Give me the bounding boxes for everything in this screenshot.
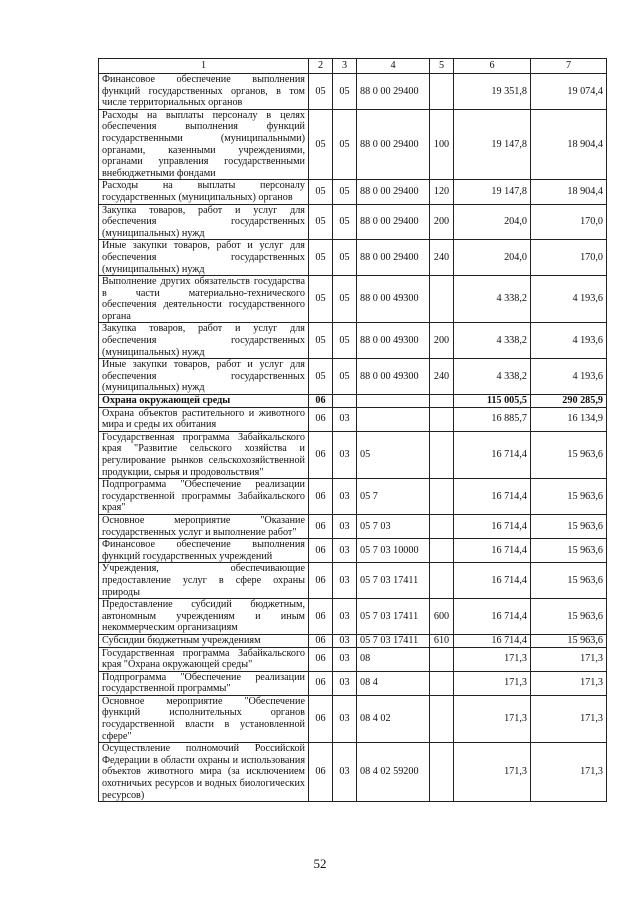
subsection-code-cell: 03 [333, 634, 357, 647]
amount-year2-cell: 290 285,9 [531, 395, 607, 408]
table-header-row [99, 59, 607, 74]
amount-year1-cell: 4 338,2 [454, 323, 531, 359]
budget-table [98, 58, 607, 802]
amount-year2-cell: 171,3 [531, 671, 607, 695]
table-row [99, 431, 607, 478]
amount-year1-cell: 16 885,7 [454, 407, 531, 431]
amount-year1-cell: 16 714,4 [454, 563, 531, 599]
table-row [99, 514, 607, 538]
target-article-cell: 08 4 [357, 671, 430, 695]
subsection-code-cell: 03 [333, 743, 357, 802]
section-code-cell: 06 [309, 743, 333, 802]
subsection-code-cell: 03 [333, 431, 357, 478]
target-article-cell: 05 [357, 431, 430, 478]
amount-year2-cell: 4 193,6 [531, 276, 607, 323]
expense-type-cell [430, 539, 454, 563]
section-code-cell: 06 [309, 647, 333, 671]
target-article-cell: 05 7 03 17411 [357, 563, 430, 599]
amount-year2-cell: 171,3 [531, 695, 607, 742]
expense-type-cell [430, 276, 454, 323]
subsection-code-cell: 03 [333, 514, 357, 538]
expense-type-cell [430, 479, 454, 515]
section-code-cell: 06 [309, 695, 333, 742]
amount-year1-cell: 16 714,4 [454, 479, 531, 515]
page-number: 52 [313, 856, 327, 871]
expense-type-cell [430, 563, 454, 599]
row-name-cell: Основное мероприятие "Оказание государственных услуг и выполнение работ" [99, 514, 309, 538]
amount-year2-cell: 18 904,4 [531, 180, 607, 204]
amount-year2-cell: 15 963,6 [531, 431, 607, 478]
subsection-code-cell: 05 [333, 323, 357, 359]
amount-year2-cell: 15 963,6 [531, 634, 607, 647]
target-article-cell: 88 0 00 49300 [357, 276, 430, 323]
row-name-cell: Финансовое обеспечение выполнения функций государственных учреждений [99, 539, 309, 563]
amount-year1-cell: 171,3 [454, 695, 531, 742]
expense-type-cell: 240 [430, 359, 454, 395]
subsection-code-cell: 03 [333, 563, 357, 599]
column-header: 7 [531, 59, 607, 74]
target-article-cell [357, 395, 430, 408]
subsection-code-cell: 05 [333, 359, 357, 395]
amount-year1-cell: 204,0 [454, 240, 531, 276]
subsection-code-cell: 03 [333, 671, 357, 695]
expense-type-cell [430, 647, 454, 671]
section-code-cell: 05 [309, 204, 333, 240]
subsection-code-cell [333, 395, 357, 408]
amount-year2-cell: 18 904,4 [531, 109, 607, 180]
table-row [99, 407, 607, 431]
table-row [99, 180, 607, 204]
amount-year1-cell: 16 714,4 [454, 599, 531, 635]
section-code-cell: 06 [309, 599, 333, 635]
amount-year1-cell: 16 714,4 [454, 514, 531, 538]
section-code-cell: 05 [309, 109, 333, 180]
section-code-cell: 05 [309, 323, 333, 359]
amount-year2-cell: 4 193,6 [531, 359, 607, 395]
amount-year1-cell: 19 147,8 [454, 180, 531, 204]
expense-type-cell [430, 514, 454, 538]
section-code-cell: 05 [309, 276, 333, 323]
column-header: 5 [430, 59, 454, 74]
expense-type-cell [430, 395, 454, 408]
row-name-cell: Охрана объектов растительного и животного мира и среды их обитания [99, 407, 309, 431]
amount-year1-cell: 16 714,4 [454, 634, 531, 647]
expense-type-cell: 600 [430, 599, 454, 635]
table-row [99, 395, 607, 408]
amount-year1-cell: 16 714,4 [454, 431, 531, 478]
table-row [99, 359, 607, 395]
amount-year2-cell: 170,0 [531, 240, 607, 276]
subsection-code-cell: 05 [333, 74, 357, 110]
row-name-cell: Основное мероприятие "Обеспечение функций исполнительных органов государственной власти в установленной сфере" [99, 695, 309, 742]
row-name-cell: Расходы на выплаты персоналу государственных (муниципальных) органов [99, 180, 309, 204]
table-row [99, 276, 607, 323]
amount-year2-cell: 15 963,6 [531, 599, 607, 635]
amount-year2-cell: 15 963,6 [531, 539, 607, 563]
expense-type-cell: 200 [430, 323, 454, 359]
subsection-code-cell: 03 [333, 599, 357, 635]
expense-type-cell: 100 [430, 109, 454, 180]
expense-type-cell [430, 74, 454, 110]
target-article-cell: 08 [357, 647, 430, 671]
table-row [99, 539, 607, 563]
row-name-cell: Закупка товаров, работ и услуг для обеспечения государственных (муниципальных) нужд [99, 204, 309, 240]
row-name-cell: Подпрограмма "Обеспечение реализации государственной программы" [99, 671, 309, 695]
table-row [99, 695, 607, 742]
row-name-cell: Осуществление полномочий Российской Федерации в области охраны и использования объектов животного мира (за исключением охотничьих ресурсов и водных биологических ресурсов) [99, 743, 309, 802]
section-code-cell: 05 [309, 74, 333, 110]
amount-year2-cell: 171,3 [531, 743, 607, 802]
target-article-cell: 88 0 00 49300 [357, 359, 430, 395]
table-row [99, 323, 607, 359]
subsection-code-cell: 05 [333, 240, 357, 276]
amount-year1-cell: 171,3 [454, 647, 531, 671]
target-article-cell: 08 4 02 59200 [357, 743, 430, 802]
table-row [99, 240, 607, 276]
table-row [99, 563, 607, 599]
section-code-cell: 06 [309, 514, 333, 538]
subsection-code-cell: 05 [333, 276, 357, 323]
amount-year1-cell: 171,3 [454, 743, 531, 802]
subsection-code-cell: 03 [333, 695, 357, 742]
table-row [99, 743, 607, 802]
subsection-code-cell: 05 [333, 180, 357, 204]
target-article-cell: 05 7 03 10000 [357, 539, 430, 563]
target-article-cell: 05 7 03 [357, 514, 430, 538]
amount-year1-cell: 19 351,8 [454, 74, 531, 110]
amount-year1-cell: 115 005,5 [454, 395, 531, 408]
row-name-cell: Государственная программа Забайкальского края "Охрана окружающей среды" [99, 647, 309, 671]
subsection-code-cell: 03 [333, 479, 357, 515]
section-code-cell: 06 [309, 634, 333, 647]
section-code-cell: 05 [309, 240, 333, 276]
expense-type-cell: 240 [430, 240, 454, 276]
column-header: 3 [333, 59, 357, 74]
row-name-cell: Учреждения, обеспечивающие предоставление услуг в сфере охраны природы [99, 563, 309, 599]
expense-type-cell [430, 431, 454, 478]
expense-type-cell: 610 [430, 634, 454, 647]
subsection-code-cell: 03 [333, 407, 357, 431]
section-code-cell: 06 [309, 479, 333, 515]
row-name-cell: Расходы на выплаты персоналу в целях обеспечения выполнения функций государственными (муниципальными) органами, казенными учреждениями, органами управления государственными внебюджетными фондами [99, 109, 309, 180]
target-article-cell: 88 0 00 29400 [357, 109, 430, 180]
row-name-cell: Подпрограмма "Обеспечение реализации государственной программы Забайкальского края" [99, 479, 309, 515]
row-name-cell: Предоставление субсидий бюджетным, автономным учреждениям и иным некоммерческим организациям [99, 599, 309, 635]
section-code-cell: 06 [309, 539, 333, 563]
table-body [99, 74, 607, 802]
amount-year1-cell: 204,0 [454, 204, 531, 240]
table-row [99, 634, 607, 647]
amount-year1-cell: 16 714,4 [454, 539, 531, 563]
target-article-cell: 05 7 03 17411 [357, 634, 430, 647]
table-row [99, 599, 607, 635]
target-article-cell: 05 7 [357, 479, 430, 515]
target-article-cell: 88 0 00 29400 [357, 204, 430, 240]
amount-year1-cell: 4 338,2 [454, 276, 531, 323]
subsection-code-cell: 05 [333, 109, 357, 180]
section-code-cell: 06 [309, 431, 333, 478]
amount-year1-cell: 19 147,8 [454, 109, 531, 180]
table-row [99, 671, 607, 695]
amount-year1-cell: 171,3 [454, 671, 531, 695]
amount-year2-cell: 171,3 [531, 647, 607, 671]
expense-type-cell [430, 743, 454, 802]
target-article-cell: 05 7 03 17411 [357, 599, 430, 635]
section-code-cell: 06 [309, 563, 333, 599]
section-code-cell: 06 [309, 395, 333, 408]
subsection-code-cell: 05 [333, 204, 357, 240]
section-code-cell: 05 [309, 180, 333, 204]
row-name-cell: Охрана окружающей среды [99, 395, 309, 408]
row-name-cell: Закупка товаров, работ и услуг для обеспечения государственных (муниципальных) нужд [99, 323, 309, 359]
table-row [99, 647, 607, 671]
expense-type-cell [430, 695, 454, 742]
target-article-cell: 08 4 02 [357, 695, 430, 742]
section-code-cell: 06 [309, 671, 333, 695]
amount-year2-cell: 15 963,6 [531, 563, 607, 599]
table-row [99, 109, 607, 180]
row-name-cell: Иные закупки товаров, работ и услуг для обеспечения государственных (муниципальных) нужд [99, 240, 309, 276]
subsection-code-cell: 03 [333, 647, 357, 671]
column-header: 4 [357, 59, 430, 74]
column-header: 2 [309, 59, 333, 74]
amount-year2-cell: 19 074,4 [531, 74, 607, 110]
expense-type-cell: 200 [430, 204, 454, 240]
column-header: 1 [99, 59, 309, 74]
amount-year1-cell: 4 338,2 [454, 359, 531, 395]
section-code-cell: 05 [309, 359, 333, 395]
row-name-cell: Финансовое обеспечение выполнения функций государственных органов, в том числе территориальных органов [99, 74, 309, 110]
expense-type-cell [430, 671, 454, 695]
amount-year2-cell: 170,0 [531, 204, 607, 240]
target-article-cell [357, 407, 430, 431]
target-article-cell: 88 0 00 29400 [357, 240, 430, 276]
table-row [99, 74, 607, 110]
table-row [99, 204, 607, 240]
table-row [99, 479, 607, 515]
target-article-cell: 88 0 00 29400 [357, 180, 430, 204]
row-name-cell: Иные закупки товаров, работ и услуг для обеспечения государственных (муниципальных) нужд [99, 359, 309, 395]
column-header: 6 [454, 59, 531, 74]
amount-year2-cell: 4 193,6 [531, 323, 607, 359]
amount-year2-cell: 16 134,9 [531, 407, 607, 431]
target-article-cell: 88 0 00 29400 [357, 74, 430, 110]
amount-year2-cell: 15 963,6 [531, 514, 607, 538]
section-code-cell: 06 [309, 407, 333, 431]
expense-type-cell: 120 [430, 180, 454, 204]
row-name-cell: Субсидии бюджетным учреждениям [99, 634, 309, 647]
amount-year2-cell: 15 963,6 [531, 479, 607, 515]
subsection-code-cell: 03 [333, 539, 357, 563]
row-name-cell: Выполнение других обязательств государства в части материально-технического обеспечения деятельности государственного органа [99, 276, 309, 323]
expense-type-cell [430, 407, 454, 431]
target-article-cell: 88 0 00 49300 [357, 323, 430, 359]
row-name-cell: Государственная программа Забайкальского края "Развитие сельского хозяйства и регулирование рынков сельскохозяйственной продукции, сырья и продовольствия" [99, 431, 309, 478]
